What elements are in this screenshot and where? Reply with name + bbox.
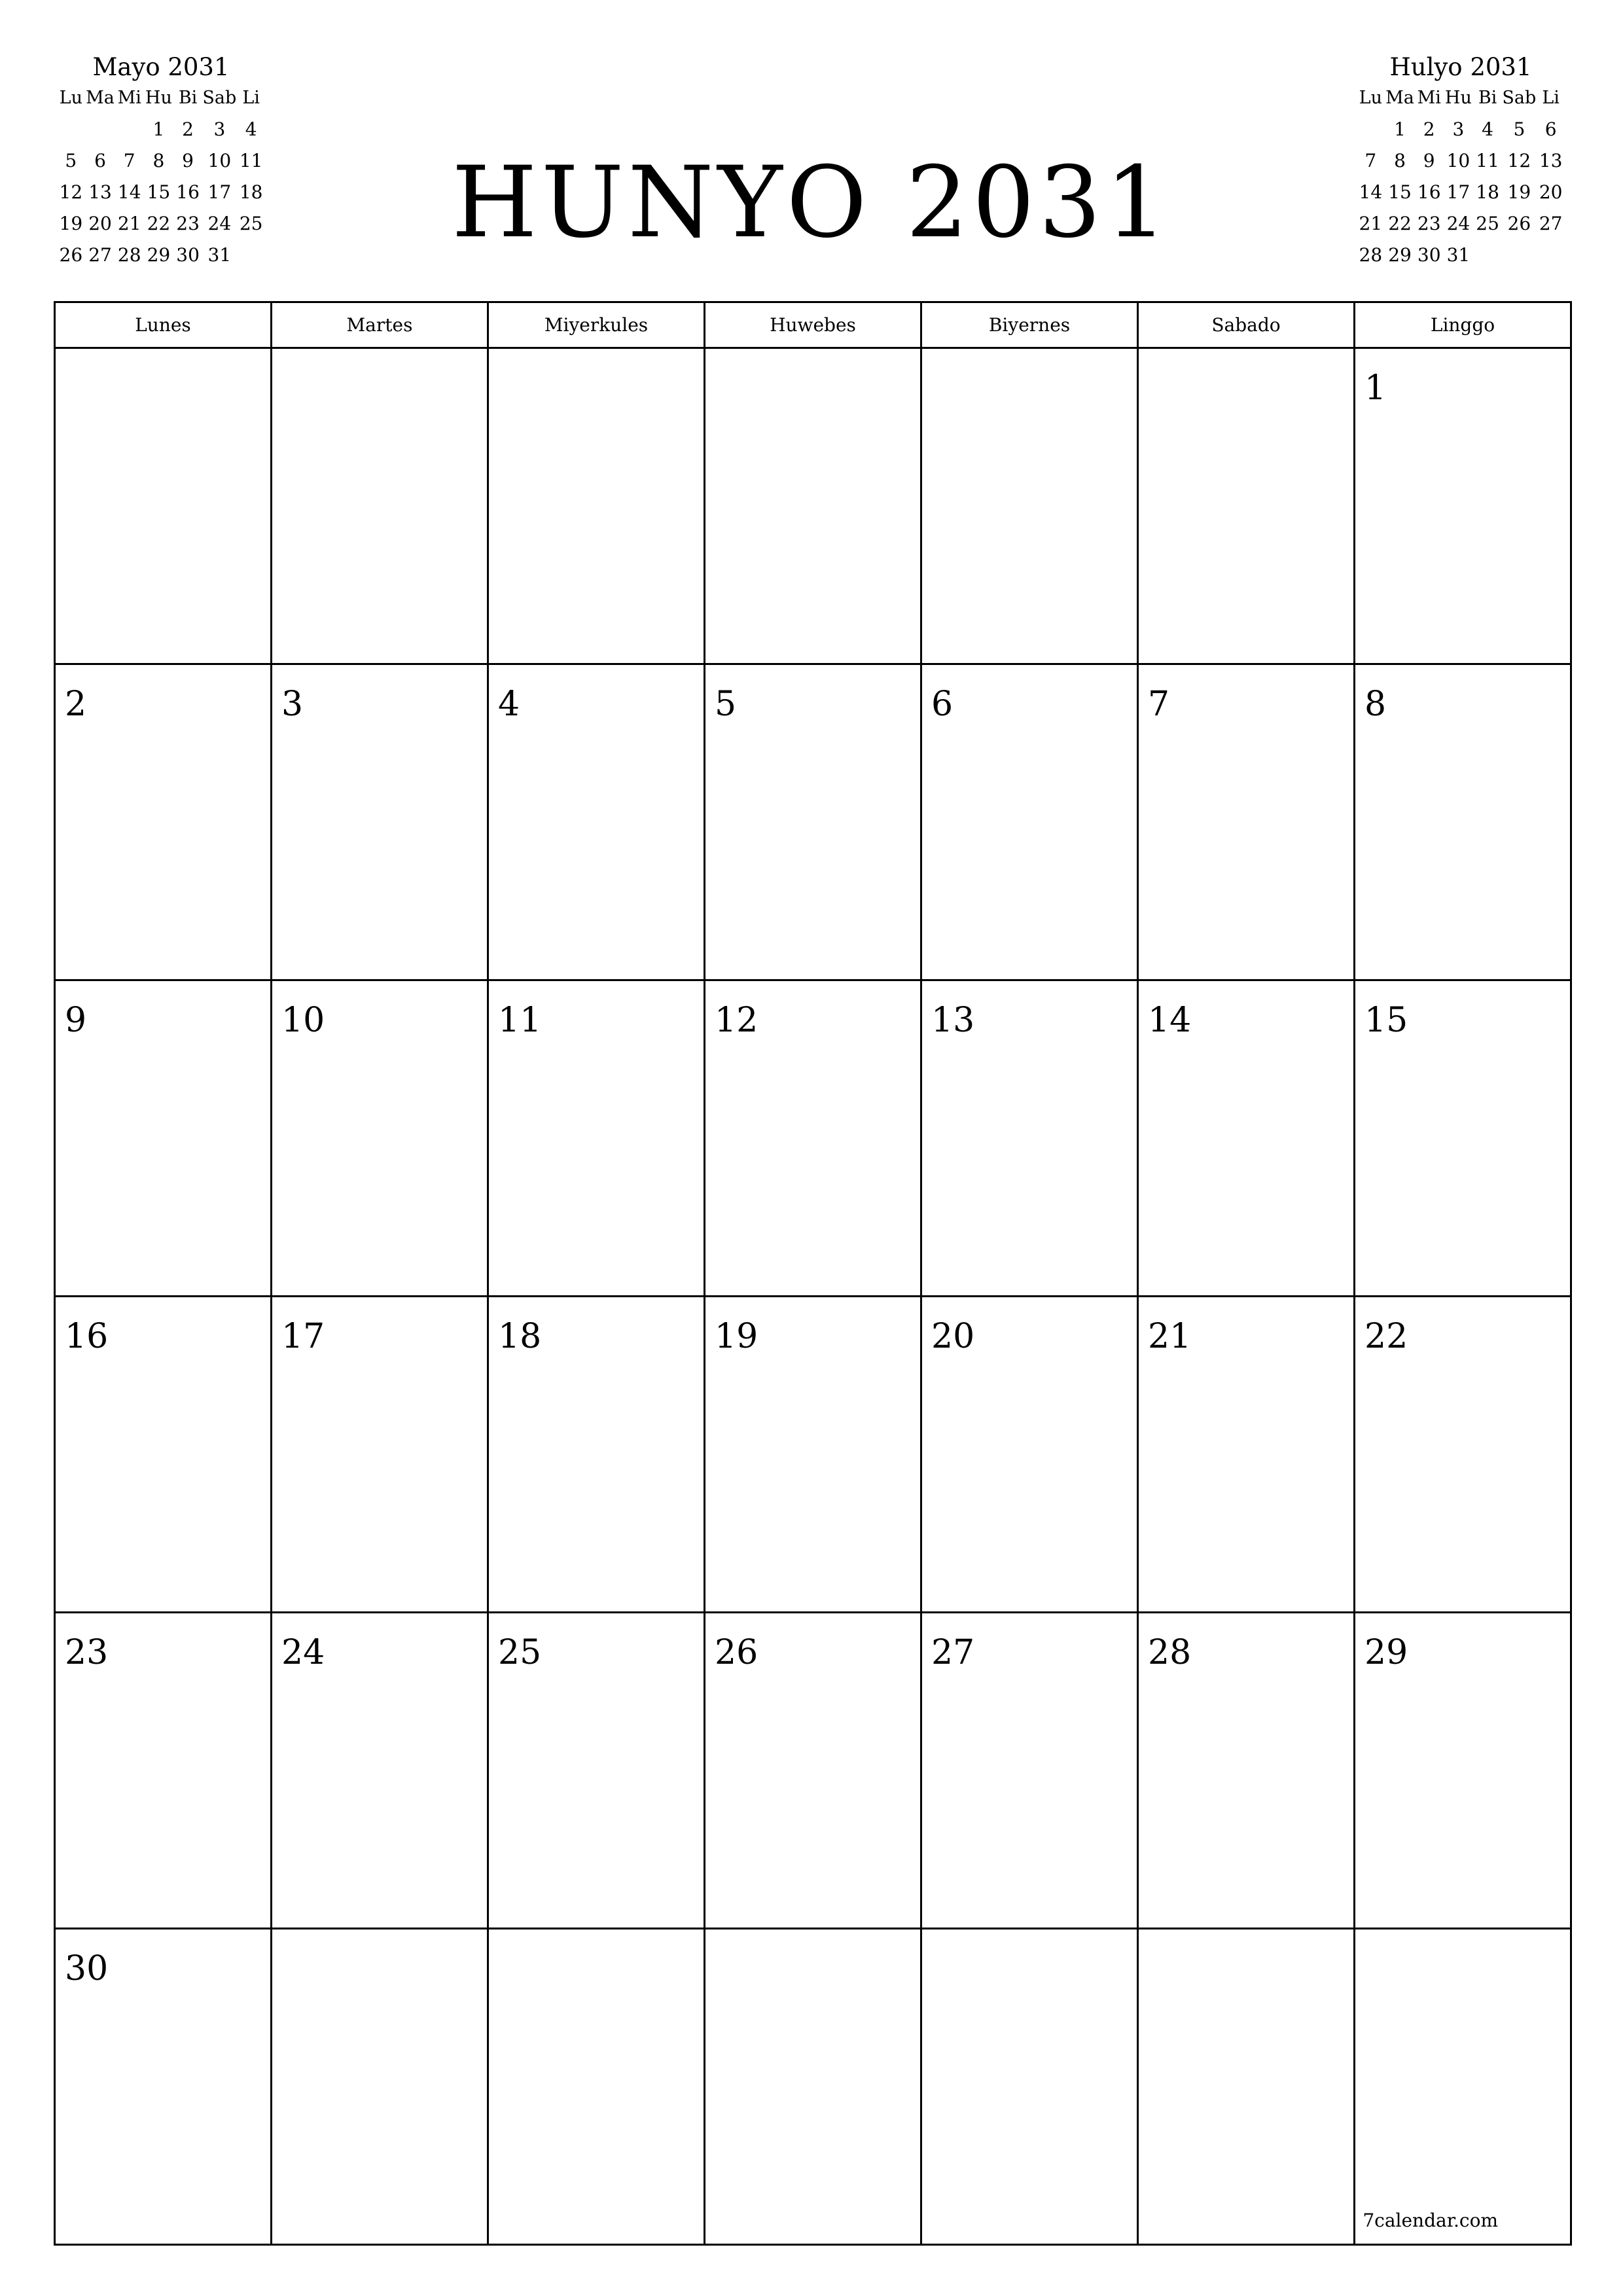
mini-calendar-next — [1356, 52, 1565, 271]
day-cell — [1355, 1929, 1571, 2245]
day-cell — [55, 348, 272, 664]
mini-day: 13 — [1539, 150, 1563, 171]
mini-day: 24 — [207, 213, 232, 234]
mini-day: 26 — [1507, 213, 1531, 234]
mini-day-abbrev: Hu — [1444, 88, 1472, 108]
mini-day: 18 — [1476, 181, 1499, 203]
mini-day: 7 — [123, 150, 135, 171]
mini-day: 14 — [1359, 181, 1383, 203]
day-number — [922, 349, 1137, 368]
day-number: 25 — [498, 1633, 542, 1672]
day-number — [272, 349, 487, 368]
day-number: 11 — [498, 1001, 542, 1040]
mini-day: 28 — [117, 244, 141, 266]
day-number — [1139, 1929, 1353, 1949]
mini-day: 21 — [1359, 213, 1383, 234]
day-cell — [488, 664, 705, 980]
mini-day-abbrev: Sab — [1502, 88, 1537, 108]
mini-day-abbrev: Hu — [145, 88, 172, 108]
mini-day: 29 — [1388, 244, 1412, 266]
day-number — [922, 1929, 1137, 1949]
day-cell — [1138, 1613, 1355, 1929]
mini-day: 8 — [152, 150, 165, 171]
day-cell — [1355, 1297, 1571, 1613]
mini-day: 2 — [1423, 118, 1435, 140]
mini-calendar-prev-title: Mayo 2031 — [92, 53, 230, 81]
day-number: 4 — [498, 685, 520, 724]
day-number: 29 — [1364, 1633, 1408, 1672]
week-row — [55, 348, 1571, 664]
day-cell — [705, 980, 921, 1297]
mini-day: 25 — [1476, 213, 1499, 234]
day-cell — [55, 664, 272, 980]
day-cell — [1138, 1929, 1355, 2245]
mini-day: 6 — [94, 150, 106, 171]
mini-day: 3 — [1452, 118, 1465, 140]
mini-day: 15 — [147, 181, 171, 203]
mini-day: 4 — [1482, 118, 1493, 140]
day-cell — [488, 980, 705, 1297]
mini-day: 21 — [117, 213, 141, 234]
mini-day: 27 — [88, 244, 112, 266]
mini-day-abbrev: Li — [1542, 88, 1560, 108]
mini-day: 20 — [88, 213, 112, 234]
mini-day: 6 — [1544, 118, 1557, 140]
mini-day: 13 — [88, 181, 112, 203]
day-number: 13 — [931, 1001, 975, 1040]
day-number: 8 — [1364, 685, 1387, 724]
day-number: 20 — [931, 1317, 975, 1356]
day-number: 3 — [281, 685, 304, 724]
mini-day: 19 — [59, 213, 83, 234]
mini-day — [1473, 240, 1503, 271]
mini-day: 28 — [1359, 244, 1383, 266]
day-number: 19 — [715, 1317, 758, 1356]
day-cell — [272, 1297, 488, 1613]
day-number: 21 — [1148, 1317, 1192, 1356]
mini-day: 18 — [239, 181, 263, 203]
day-cell — [55, 980, 272, 1297]
day-number — [56, 349, 270, 368]
mini-day: 5 — [1513, 118, 1525, 140]
weekday-header: Lunes — [55, 302, 272, 348]
day-cell — [705, 1929, 921, 2245]
day-cell — [1138, 348, 1355, 664]
mini-day: 20 — [1539, 181, 1563, 203]
day-number: 27 — [931, 1633, 975, 1672]
mini-day: 23 — [1417, 213, 1441, 234]
mini-day: 17 — [207, 181, 232, 203]
mini-day: 15 — [1388, 181, 1412, 203]
day-cell — [705, 1297, 921, 1613]
mini-day-abbrev: Mi — [1417, 88, 1441, 108]
day-number: 2 — [65, 685, 87, 724]
mini-day-abbrev: Bi — [1478, 88, 1497, 108]
mini-day: 11 — [1476, 150, 1499, 171]
day-cell — [488, 1613, 705, 1929]
day-cell — [272, 1613, 488, 1929]
day-cell — [1355, 664, 1571, 980]
mini-day-abbrev: Sab — [202, 88, 237, 108]
mini-day: 7 — [1364, 150, 1377, 171]
day-cell — [272, 1929, 488, 2245]
weekday-header: Huwebes — [705, 302, 921, 348]
page-title: HUNYO 2031 — [452, 146, 1171, 260]
week-row — [55, 664, 1571, 980]
day-cell — [488, 1929, 705, 2245]
day-cell — [55, 1929, 272, 2245]
day-cell — [921, 348, 1138, 664]
mini-day: 26 — [59, 244, 83, 266]
day-cell — [921, 1297, 1138, 1613]
mini-calendar-next-grid — [1356, 82, 1565, 271]
mini-day: 1 — [1394, 118, 1406, 140]
month-grid — [54, 301, 1572, 2246]
mini-day-abbrev: Ma — [1385, 88, 1414, 108]
week-row — [55, 1297, 1571, 1613]
day-number: 6 — [931, 685, 954, 724]
day-number — [272, 1929, 487, 1949]
day-number: 15 — [1364, 1001, 1408, 1040]
day-cell — [55, 1613, 272, 1929]
week-row — [55, 980, 1571, 1297]
mini-day: 16 — [176, 181, 200, 203]
mini-day: 10 — [207, 150, 232, 171]
day-cell — [921, 1613, 1138, 1929]
day-cell — [488, 1297, 705, 1613]
mini-day: 30 — [176, 244, 200, 266]
day-cell — [1138, 980, 1355, 1297]
mini-day: 12 — [59, 181, 83, 203]
day-cell — [1355, 348, 1571, 664]
mini-day: 25 — [239, 213, 263, 234]
mini-day: 14 — [117, 181, 141, 203]
day-cell — [272, 980, 488, 1297]
weekday-header: Miyerkules — [488, 302, 705, 348]
day-cell — [705, 348, 921, 664]
mini-day-abbrev: Ma — [86, 88, 115, 108]
weekday-header: Biyernes — [921, 302, 1138, 348]
mini-day: 9 — [182, 150, 194, 171]
day-cell — [55, 1297, 272, 1613]
mini-day: 24 — [1446, 213, 1471, 234]
day-number: 7 — [1148, 685, 1170, 724]
day-cell — [488, 348, 705, 664]
day-cell — [1355, 1613, 1571, 1929]
day-number: 12 — [715, 1001, 758, 1040]
day-number: 16 — [65, 1317, 109, 1356]
day-number: 26 — [715, 1633, 758, 1672]
mini-day-abbrev: Bi — [178, 88, 198, 108]
day-number — [489, 349, 704, 368]
week-row — [55, 1613, 1571, 1929]
mini-day: 31 — [207, 244, 232, 266]
mini-day: 11 — [239, 150, 263, 171]
mini-day: 19 — [1507, 181, 1531, 203]
day-number: 1 — [1364, 368, 1387, 408]
day-number — [705, 349, 920, 368]
day-number: 5 — [715, 685, 737, 724]
day-cell — [1138, 1297, 1355, 1613]
weekday-header: Martes — [272, 302, 488, 348]
mini-day: 10 — [1446, 150, 1471, 171]
day-number — [1139, 349, 1353, 368]
day-number: 24 — [281, 1633, 325, 1672]
mini-day: 8 — [1394, 150, 1406, 171]
mini-day: 4 — [245, 118, 257, 140]
day-cell — [921, 664, 1138, 980]
mini-day: 3 — [213, 118, 226, 140]
mini-day-abbrev: Mi — [117, 88, 141, 108]
mini-day: 23 — [176, 213, 200, 234]
day-number: 30 — [65, 1949, 109, 1988]
mini-day: 9 — [1423, 150, 1435, 171]
day-cell — [921, 1929, 1138, 2245]
day-cell — [705, 664, 921, 980]
day-number: 10 — [281, 1001, 325, 1040]
mini-day: 22 — [147, 213, 171, 234]
mini-day: 1 — [152, 118, 165, 140]
watermark: 7calendar.com — [1363, 2210, 1498, 2231]
day-number: 17 — [281, 1317, 325, 1356]
day-number — [1355, 1929, 1570, 1949]
day-number: 9 — [65, 1001, 87, 1040]
mini-day: 30 — [1417, 244, 1441, 266]
mini-day: 2 — [182, 118, 194, 140]
day-number: 22 — [1364, 1317, 1408, 1356]
day-number: 18 — [498, 1317, 542, 1356]
mini-calendar-next-title: Hulyo 2031 — [1389, 53, 1532, 81]
mini-day: 22 — [1388, 213, 1412, 234]
day-number: 28 — [1148, 1633, 1192, 1672]
day-cell — [1355, 980, 1571, 1297]
mini-day: 5 — [65, 150, 77, 171]
mini-day: 31 — [1446, 244, 1471, 266]
mini-day — [1356, 114, 1385, 145]
day-number — [489, 1929, 704, 1949]
day-number: 23 — [65, 1633, 109, 1672]
week-row — [55, 1929, 1571, 2245]
mini-day — [1502, 240, 1536, 271]
mini-day: 16 — [1417, 181, 1441, 203]
weekday-header: Linggo — [1355, 302, 1571, 348]
weekday-header: Sabado — [1138, 302, 1355, 348]
mini-day: 12 — [1507, 150, 1531, 171]
day-cell — [705, 1613, 921, 1929]
weekday-header-row — [55, 302, 1571, 348]
mini-day: 27 — [1539, 213, 1563, 234]
day-number: 14 — [1148, 1001, 1192, 1040]
mini-day: 29 — [147, 244, 171, 266]
mini-day-abbrev: Lu — [1359, 88, 1382, 108]
day-cell — [1138, 664, 1355, 980]
day-cell — [272, 348, 488, 664]
day-number — [705, 1929, 920, 1949]
mini-day: 17 — [1446, 181, 1471, 203]
day-cell — [272, 664, 488, 980]
day-cell — [921, 980, 1138, 1297]
mini-day — [1536, 240, 1565, 271]
mini-day-abbrev: Lu — [59, 88, 82, 108]
mini-day-abbrev: Li — [242, 88, 260, 108]
